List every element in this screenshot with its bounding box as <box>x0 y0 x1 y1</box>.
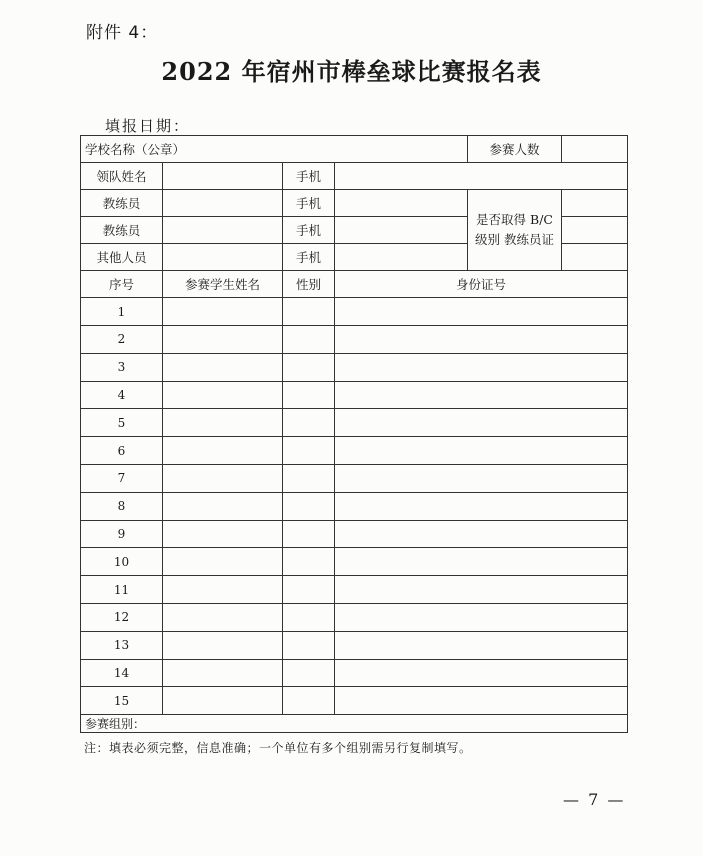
student-name-cell[interactable] <box>163 437 283 465</box>
student-name-cell[interactable] <box>163 631 283 659</box>
page-title: 2022 年宿州市棒垒球比赛报名表 <box>161 57 542 86</box>
id-number-cell[interactable] <box>335 687 628 715</box>
gender-cell[interactable] <box>283 326 335 354</box>
other-staff-phone-label: 手机 <box>283 244 335 271</box>
gender-cell[interactable] <box>283 603 335 631</box>
leader-phone-cell[interactable] <box>335 163 628 190</box>
coach-phone-label: 手机 <box>283 190 335 217</box>
group-label[interactable]: 参赛组别： <box>81 715 628 733</box>
row-index: 12 <box>81 603 163 631</box>
row-index: 1 <box>81 298 163 326</box>
other-staff-label: 其他人员 <box>81 244 163 271</box>
id-number-cell[interactable] <box>335 437 628 465</box>
leader-phone-label: 手机 <box>283 163 335 190</box>
student-row <box>81 520 628 548</box>
gender-cell[interactable] <box>283 576 335 604</box>
certificate-label: 是否取得 B/C 级别 教练员证 <box>468 190 562 271</box>
leader-name-label: 领队姓名 <box>81 163 163 190</box>
column-header-row <box>81 271 628 298</box>
student-row <box>81 492 628 520</box>
student-name-cell[interactable] <box>163 464 283 492</box>
id-number-cell[interactable] <box>335 326 628 354</box>
id-number-cell[interactable] <box>335 353 628 381</box>
row-index: 4 <box>81 381 163 409</box>
coach-label: 教练员 <box>81 217 163 244</box>
coach-name-cell[interactable] <box>163 217 283 244</box>
id-number-cell[interactable] <box>335 464 628 492</box>
column-header-student-name: 参赛学生姓名 <box>163 271 283 298</box>
fill-date-label: 填报日期： <box>105 117 191 135</box>
gender-cell[interactable] <box>283 631 335 659</box>
row-index: 11 <box>81 576 163 604</box>
id-number-cell[interactable] <box>335 520 628 548</box>
coach-phone-cell[interactable] <box>335 190 468 217</box>
column-header-gender: 性别 <box>283 271 335 298</box>
gender-cell[interactable] <box>283 298 335 326</box>
certificate-cell[interactable] <box>562 190 628 217</box>
page-number: — 7 — <box>563 790 626 809</box>
row-index: 2 <box>81 326 163 354</box>
student-name-cell[interactable] <box>163 520 283 548</box>
student-row <box>81 464 628 492</box>
gender-cell[interactable] <box>283 464 335 492</box>
id-number-cell[interactable] <box>335 381 628 409</box>
student-name-cell[interactable] <box>163 353 283 381</box>
gender-cell[interactable] <box>283 687 335 715</box>
attachment-label: 附件 4： <box>86 23 159 43</box>
student-row <box>81 548 628 576</box>
id-number-cell[interactable] <box>335 548 628 576</box>
student-name-cell[interactable] <box>163 687 283 715</box>
student-name-cell[interactable] <box>163 576 283 604</box>
participant-count-label: 参赛人数 <box>468 136 562 163</box>
student-row <box>81 631 628 659</box>
student-row <box>81 381 628 409</box>
gender-cell[interactable] <box>283 548 335 576</box>
student-name-cell[interactable] <box>163 298 283 326</box>
id-number-cell[interactable] <box>335 659 628 687</box>
leader-name-cell[interactable] <box>163 163 283 190</box>
footnote: 注：填表必须完整，信息准确；一个单位有多个组别需另行复制填写。 <box>84 741 472 755</box>
student-row <box>81 437 628 465</box>
coach-phone-cell[interactable] <box>335 217 468 244</box>
student-name-cell[interactable] <box>163 381 283 409</box>
id-number-cell[interactable] <box>335 409 628 437</box>
student-name-cell[interactable] <box>163 326 283 354</box>
row-index: 9 <box>81 520 163 548</box>
row-index: 15 <box>81 687 163 715</box>
student-row <box>81 659 628 687</box>
row-index: 10 <box>81 548 163 576</box>
student-row <box>81 326 628 354</box>
gender-cell[interactable] <box>283 520 335 548</box>
id-number-cell[interactable] <box>335 492 628 520</box>
row-index: 6 <box>81 437 163 465</box>
row-index: 3 <box>81 353 163 381</box>
id-number-cell[interactable] <box>335 576 628 604</box>
coach-phone-label: 手机 <box>283 217 335 244</box>
registration-form-table <box>80 135 628 733</box>
coach-label: 教练员 <box>81 190 163 217</box>
student-row <box>81 576 628 604</box>
row-index: 8 <box>81 492 163 520</box>
gender-cell[interactable] <box>283 492 335 520</box>
id-number-cell[interactable] <box>335 631 628 659</box>
id-number-cell[interactable] <box>335 298 628 326</box>
student-name-cell[interactable] <box>163 409 283 437</box>
student-row <box>81 687 628 715</box>
student-row <box>81 603 628 631</box>
student-name-cell[interactable] <box>163 603 283 631</box>
other-staff-phone-cell[interactable] <box>335 244 468 271</box>
student-row <box>81 298 628 326</box>
gender-cell[interactable] <box>283 409 335 437</box>
gender-cell[interactable] <box>283 353 335 381</box>
certificate-cell[interactable] <box>562 244 628 271</box>
row-index: 14 <box>81 659 163 687</box>
student-row <box>81 409 628 437</box>
gender-cell[interactable] <box>283 381 335 409</box>
column-header-id-number: 身份证号 <box>335 271 628 298</box>
student-name-cell[interactable] <box>163 548 283 576</box>
student-name-cell[interactable] <box>163 659 283 687</box>
student-name-cell[interactable] <box>163 492 283 520</box>
student-row <box>81 353 628 381</box>
row-index: 7 <box>81 464 163 492</box>
gender-cell[interactable] <box>283 659 335 687</box>
column-header-index: 序号 <box>81 271 163 298</box>
school-name-label: 学校名称（公章） <box>81 136 468 163</box>
row-index: 5 <box>81 409 163 437</box>
row-index: 13 <box>81 631 163 659</box>
id-number-cell[interactable] <box>335 603 628 631</box>
gender-cell[interactable] <box>283 437 335 465</box>
other-staff-name-cell[interactable] <box>163 244 283 271</box>
participant-count-cell[interactable] <box>562 136 628 163</box>
coach-name-cell[interactable] <box>163 190 283 217</box>
certificate-cell[interactable] <box>562 217 628 244</box>
